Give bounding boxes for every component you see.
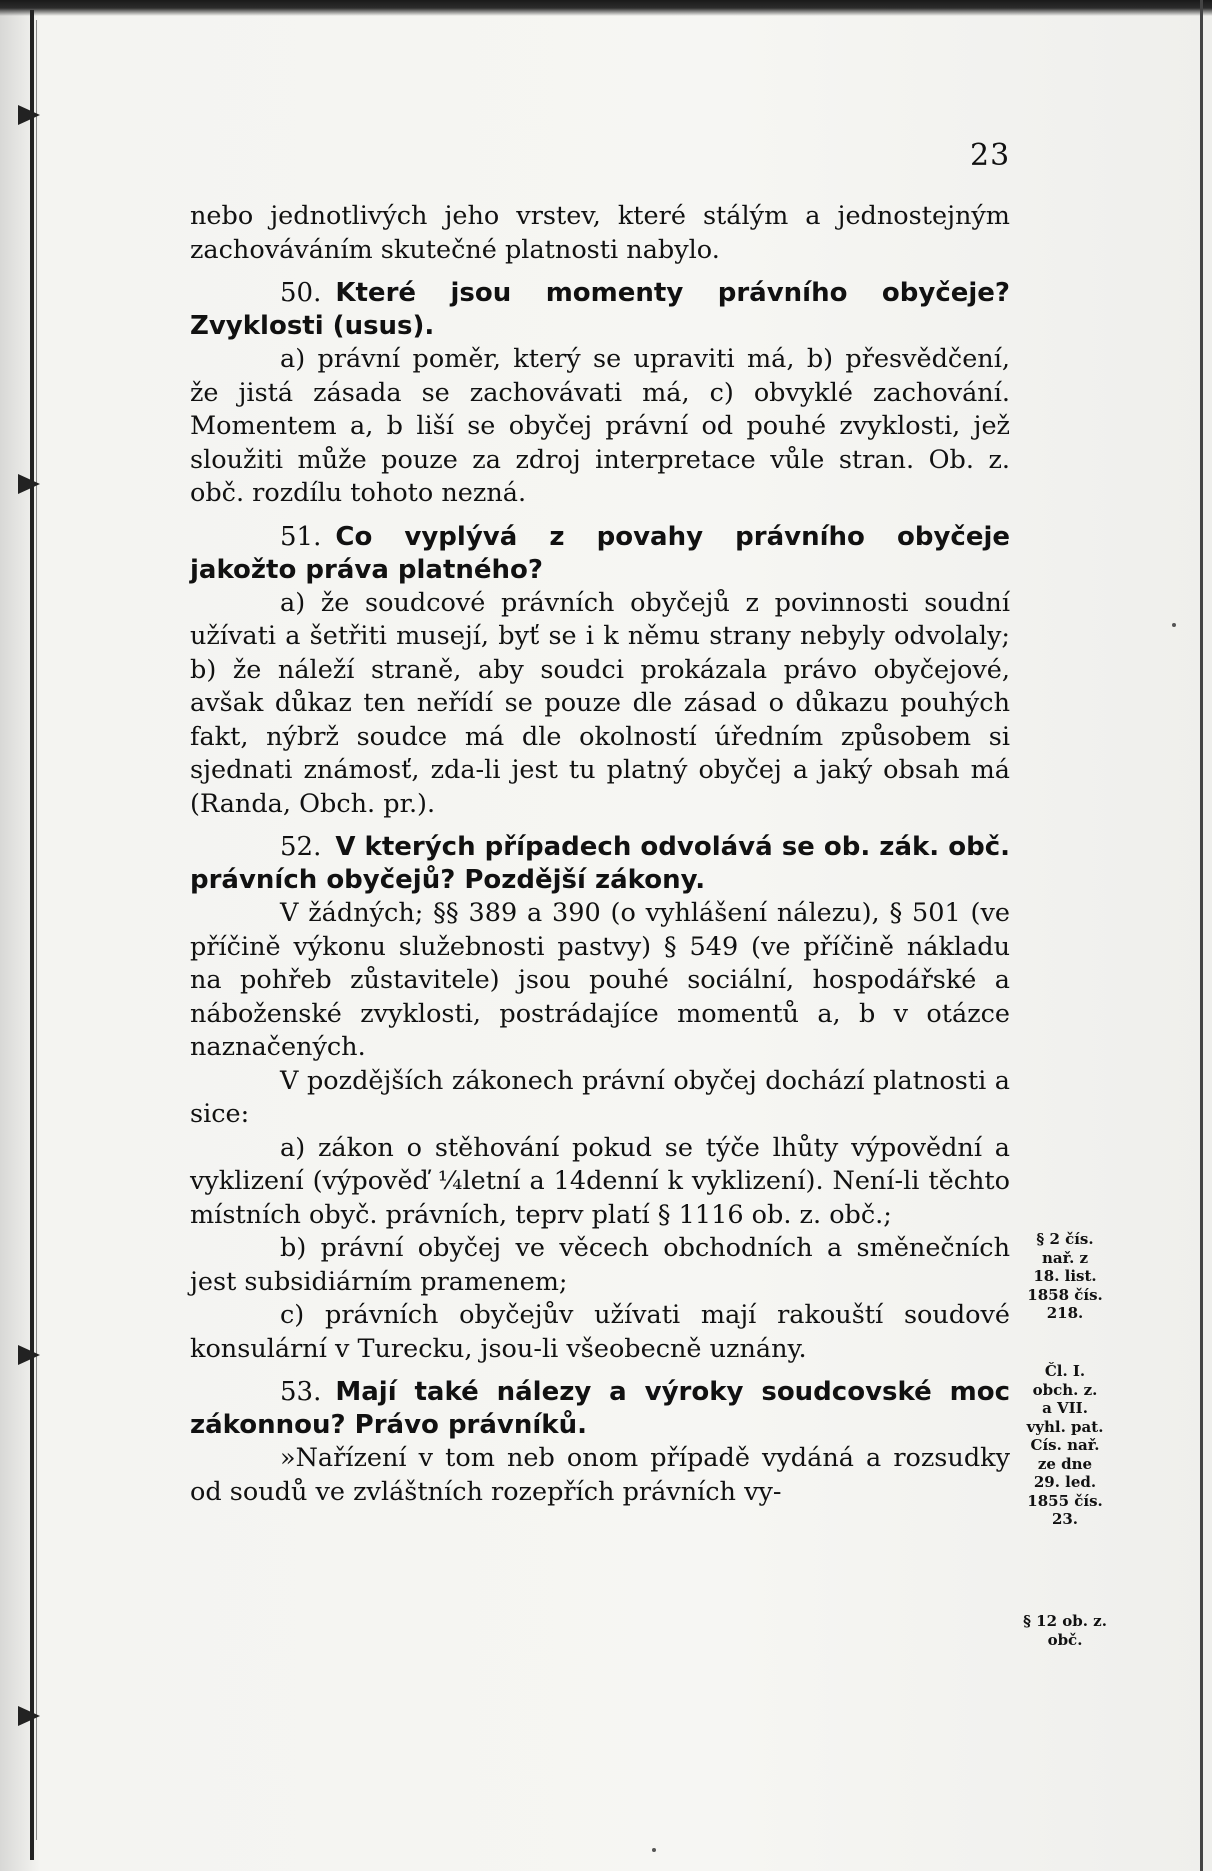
paragraph: a) právní poměr, který se upraviti má, b) přesvědčení, že jistá zásada se zachovávati má, c) obvyklé zachování. Momentem a, b liší se obyčej právní od pouhé zvyklosti, jež sloužiti může pouze za zdroj interpretace vůle stran. Ob. z. obč. rozdílu tohoto nezná. [190, 344, 1010, 508]
margin-note-line: nař. z [1041, 1248, 1089, 1267]
binding-marker-icon [18, 105, 40, 125]
margin-note-line: 29. led. [1033, 1473, 1097, 1491]
scan-left-border [30, 10, 34, 1860]
binding-marker-icon [18, 1345, 40, 1365]
margin-note-line: 18. list. [1033, 1267, 1097, 1285]
question-number: 51. [280, 521, 322, 552]
margin-note-line: § 12 ob. z. [1023, 1612, 1107, 1630]
margin-note-line: ze dne [1037, 1454, 1093, 1473]
question-heading [190, 521, 1010, 587]
margin-note-line: 23. [1051, 1510, 1079, 1528]
question-text: Které jsou momenty právního obyčeje? Zvyklosti (usus). [190, 278, 1010, 341]
question-text: Co vyplývá z povahy právního obyčeje jakožto práva platného? [190, 521, 1010, 585]
scan-right-border [1200, 0, 1203, 1871]
margin-note [1010, 1612, 1120, 1649]
paragraph: V žádných; §§ 389 a 390 (o vyhlášení nálezu), § 501 (ve příčině výkonu služebnosti pastvy) § 549 (ve příčině nákladu na pohřeb zůstavitele) jsou pouhé sociální, hospodářské a náboženské zvyklosti, postrádajíce momentů a, b v otázce naznačených. [190, 898, 1010, 1062]
paragraph: a) že soudcové právních obyčejů z povinnosti soudní užívati a šetřiti musejí, byť se i k němu strany nebyly odvolaly; b) že náleží straně, aby soudci prokázala právo obyčejové, avšak důkaz ten neřídí se pouze dle zásad o důkazu pouhých fakt, nýbrž soudce má dle okolností úředním způsobem si sjednati známosť, zda-li jest tu platný obyčej a jaký obsah má (Randa, Obch. pr.). [190, 587, 1010, 819]
margin-note-line: 1858 čís. [1027, 1285, 1103, 1304]
question-number: 50. [280, 278, 322, 308]
paragraph: c) právních obyčejův užívati mají rakouští soudové konsulární v Turecku, jsou-li všeobecně uznány. [190, 1300, 1010, 1364]
margin-note-line: vyhl. pat. [1026, 1417, 1104, 1436]
margin-note [1010, 1362, 1120, 1529]
paragraph: V pozdějších zákonech právní obyčej dochází platnosti a sice: [190, 1065, 1010, 1129]
question-text: Mají také nálezy a výroky soudcovské moc zákonnou? Právo právníků. [190, 1377, 1010, 1440]
paragraph: »Nařízení v tom neb onom případě vydáná a rozsudky od soudů ve zvláštních rozepřích právních vy- [190, 1443, 1010, 1507]
margin-note-line: Cís. nař. [1030, 1436, 1100, 1454]
scan-left-border-inner [36, 20, 37, 1840]
binding-marker-icon [18, 1706, 40, 1726]
question-text: V kterých případech odvolává se ob. zák. obč. právních obyčejů? Pozdější zákony. [190, 832, 1010, 895]
paragraph: nebo jednotlivých jeho vrstev, které stálým a jednostejným zachováváním skutečné platnosti nabylo. [190, 201, 1010, 265]
page-number: 23 [970, 138, 1011, 173]
margin-note-line: 218. [1046, 1304, 1084, 1322]
question-number: 53. [280, 1377, 322, 1407]
page-body [190, 200, 1010, 1509]
margin-note-line: § 2 čís. [1036, 1230, 1094, 1248]
margin-note-line: 1855 čís. [1027, 1491, 1103, 1510]
binding-marker-icon [18, 474, 40, 494]
paragraph: b) právní obyčej ve věcech obchodních a směnečních jest subsidiárním pramenem; [190, 1233, 1010, 1297]
margin-note-line: a VII. [1042, 1399, 1088, 1417]
question-heading [190, 1376, 1010, 1442]
scan-speck [1172, 623, 1176, 627]
margin-note [1010, 1230, 1120, 1323]
margin-note-line: obch. z. [1032, 1380, 1098, 1399]
question-heading [190, 831, 1010, 897]
scan-top-edge [0, 0, 1212, 16]
paragraph: a) zákon o stěhování pokud se týče lhůty výpovědní a vyklizení (výpověď ¼letní a 14denní k vyklizení). Není-li těchto místních obyč. právních, teprv platí § 1116 ob. z. obč.; [190, 1132, 1010, 1230]
scan-speck [652, 1848, 656, 1852]
margin-note-line: Čl. I. [1044, 1362, 1086, 1380]
margin-note-line: obč. [1047, 1630, 1083, 1649]
question-heading [190, 277, 1010, 343]
question-number: 52. [280, 832, 322, 862]
